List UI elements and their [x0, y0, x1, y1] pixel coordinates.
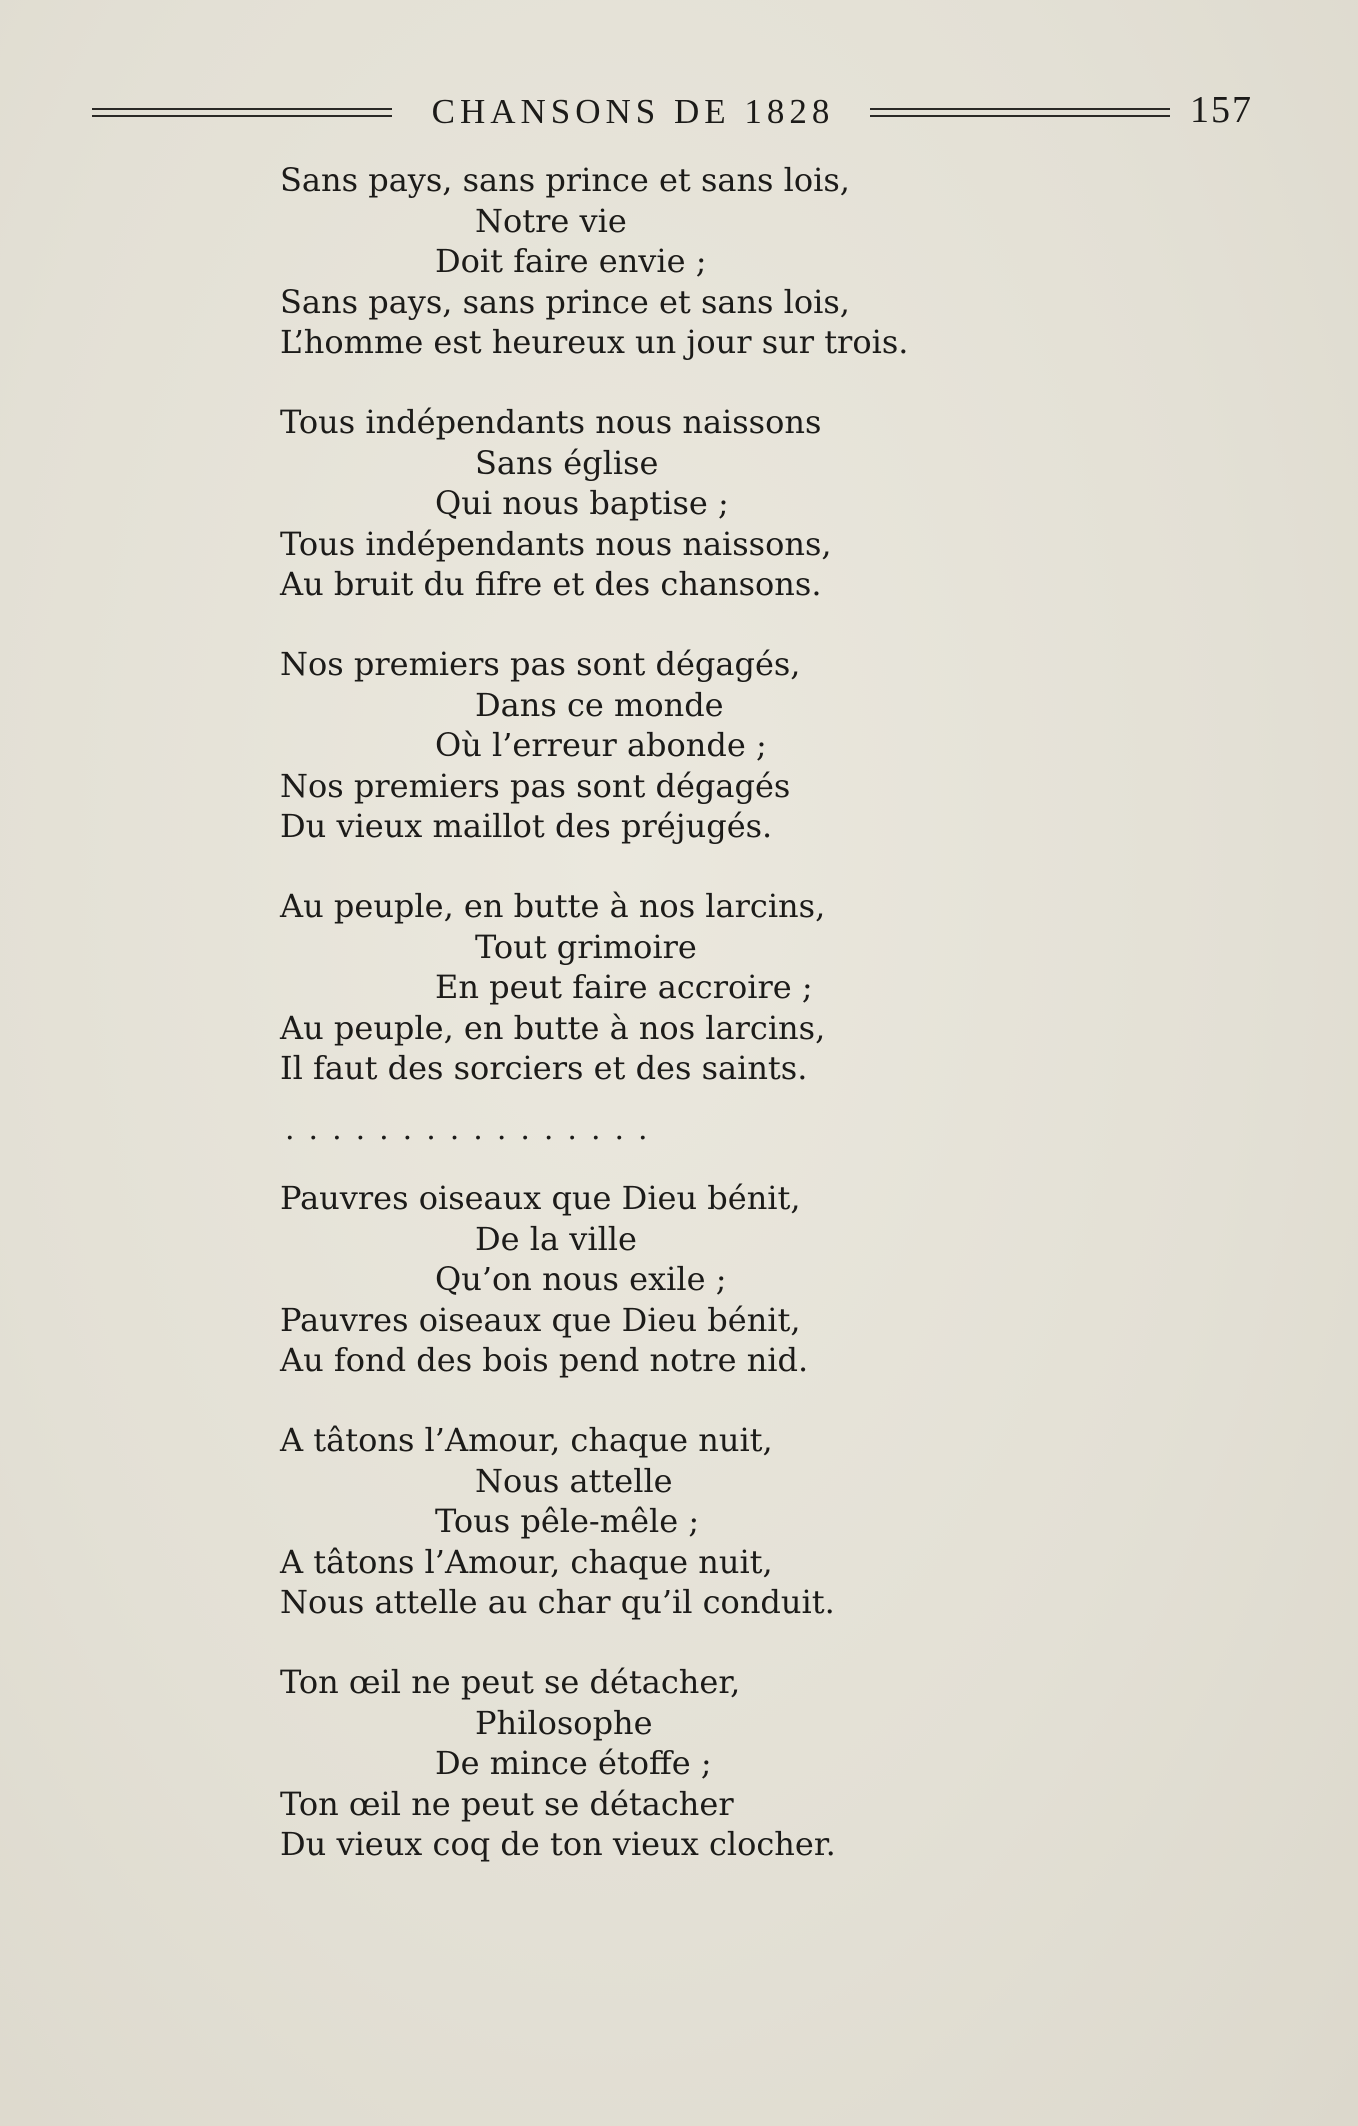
stanza-1 [280, 160, 1040, 402]
verse-line: De la ville [475, 1219, 637, 1258]
stanza-7 [280, 1662, 1040, 1904]
verse-line: Ton œil ne peut se détacher [280, 1784, 734, 1823]
verse-line: Sans église [475, 443, 659, 482]
verse-line: Nous attelle [475, 1461, 673, 1500]
verse-line: Nos premiers pas sont dégagés [280, 766, 791, 805]
page-number: 157 [1190, 89, 1253, 131]
verse-line: Au peuple, en butte à nos larcins, [280, 887, 826, 925]
verse-line: Tous indépendants nous naissons, [280, 524, 832, 563]
verse-line: Tout grimoire [475, 927, 697, 966]
verse-line: Notre vie [475, 201, 627, 240]
verse-line: Il faut des sorciers et des saints. [280, 1049, 808, 1087]
poem [280, 160, 1040, 1128]
running-header [92, 88, 1253, 132]
stanza-3 [280, 644, 1040, 886]
verse-line: De mince étoffe ; [435, 1744, 712, 1782]
verse-line: Pauvres oiseaux que Dieu bénit, [280, 1300, 801, 1339]
verse-line: Sans pays, sans prince et sans lois, [280, 161, 850, 199]
verse-line: A tâtons l’Amour, chaque nuit, [280, 1421, 773, 1459]
verse-line: Doit faire envie ; [435, 242, 707, 280]
verse-line: Où l’erreur abonde ; [435, 726, 767, 764]
stanza-5 [280, 1178, 1040, 1420]
running-title: CHANSONS DE 1828 [431, 92, 835, 131]
verse-line: L’homme est heureux un jour sur trois. [280, 323, 909, 361]
verse-line: Au fond des bois pend notre nid. [280, 1341, 809, 1379]
verse-line: Ton œil ne peut se détacher, [280, 1663, 741, 1701]
verse-line: Qu’on nous exile ; [435, 1260, 727, 1298]
stanza-2 [280, 402, 1040, 644]
verse-line: Tous indépendants nous naissons [280, 403, 822, 441]
verse-line: Sans pays, sans prince et sans lois, [280, 282, 850, 321]
verse-line: Pauvres oiseaux que Dieu bénit, [280, 1179, 801, 1217]
verse-line: Dans ce monde [475, 685, 724, 724]
header-rule-left [92, 108, 392, 117]
verse-line: Nous attelle au char qu’il conduit. [280, 1583, 835, 1621]
verse-line: Du vieux coq de ton vieux clocher. [280, 1825, 836, 1863]
verse-line: Tous pêle-mêle ; [435, 1502, 700, 1540]
verse-line: Nos premiers pas sont dégagés, [280, 645, 801, 683]
verse-line: Philosophe [475, 1703, 653, 1742]
stanza-4 [280, 886, 1040, 1128]
poem-continued [280, 1178, 1040, 1904]
verse-line: En peut faire accroire ; [435, 968, 813, 1006]
header-rule-right [870, 108, 1170, 117]
stanza-6 [280, 1420, 1040, 1662]
verse-line: Du vieux maillot des préjugés. [280, 807, 773, 845]
verse-line: Qui nous baptise ; [435, 484, 729, 522]
verse-line: A tâtons l’Amour, chaque nuit, [280, 1542, 773, 1581]
verse-line: Au bruit du fifre et des chansons. [280, 565, 822, 603]
verse-line: Au peuple, en butte à nos larcins, [280, 1008, 826, 1047]
omission-mark: ................ [285, 1112, 662, 1147]
